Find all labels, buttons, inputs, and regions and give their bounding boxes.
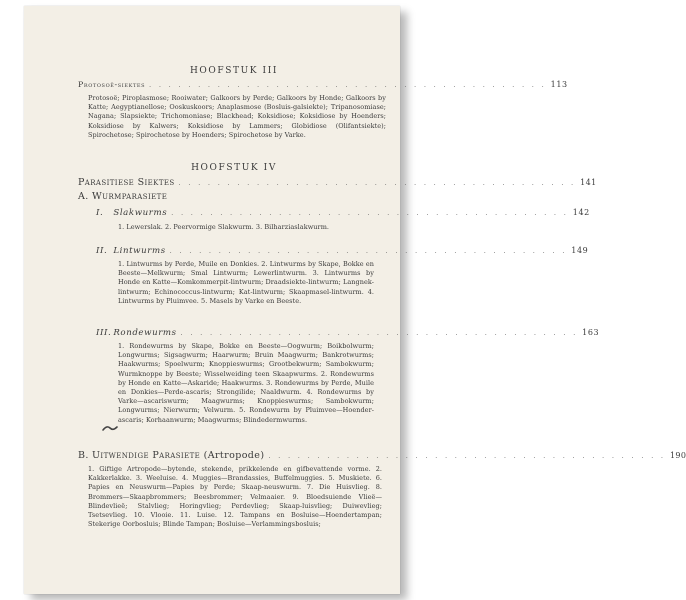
toc-section-title (78, 450, 268, 461)
toc-entry-title (96, 328, 181, 338)
leader-dots: . . . . . . . . . . . . . . . . . . . . . . . . . . . . . . . . . . . . . . . . . (178, 180, 577, 187)
toc-entry-title: Parasitiese Siektes (78, 177, 175, 188)
leader-dots: . . . . . . . . . . . . . . . . . . . . . . . . . . . . . . . . . . . . . . . . . (149, 82, 547, 89)
toc-entry-page: 190 (669, 451, 686, 460)
toc-entry-rondewurms[interactable] (96, 328, 600, 340)
chapter-heading-3: HOOFSTUK III (189, 66, 279, 76)
section-a-title: Wurmparasiete (92, 191, 168, 202)
toc-entry-description: 1. Lintwurms by Perde, Muile en Donkies. 2. Lintwurms by Skape, Bokke en Beeste—Melkwurm; Smal Lintwurm; Lewerlintwurm. 3. Lintwurms by Honde en Katte—Komkommerpit-lintwurm; Draadsiekte-lintwurm; Langnek-lintwurm; Echinococcus-lintwurm; Kat-lintwurm; Skaapmasel-lintwurm. 4. Lintwurms by Pluimvee. 5. Masels by Varke en Beeste. (118, 260, 374, 305)
sub-numeral: I. (96, 208, 104, 218)
toc-entry-page: 141 (580, 178, 597, 187)
sub-numeral: II. (96, 246, 108, 256)
toc-entry-description: 1. Lewerslak. 2. Peervormige Slakwurm. 3. Bilharziaslakwurm. (118, 223, 330, 231)
toc-entry-parasitiese-siektes[interactable] (78, 177, 597, 189)
toc-section-b[interactable] (78, 450, 686, 462)
sub-numeral: III. (96, 328, 112, 338)
toc-entry-title (96, 208, 171, 218)
sub-title: Rondewurms (113, 328, 177, 338)
toc-section-a[interactable] (78, 191, 390, 203)
toc-entry-page: 163 (582, 328, 600, 337)
toc-entry-page: 149 (571, 246, 589, 255)
page-content (78, 6, 686, 594)
toc-entry-description: Protosoë; Piroplasmose; Rooiwater; Galkoors by Perde; Galkoors by Honde; Galkoors by Katte; Aegyptianellose; Ooskuskoors; Anaplasmose (Bosluis-galsiekte); Tripanosomiase; Nagana; Slapsiekte; Trichomoniase; Blackhead; Koksidiose; Koksidiose by Hoenders; Koksidiose by Kalwers; Koksidiose by Lammers; Globidiose (Olifantsiekte); Spirochetose; Spirochetose by Hoenders; Spirochetose by Varke. (88, 94, 386, 139)
toc-section-title (78, 191, 171, 202)
toc-entry-title (96, 246, 170, 256)
toc-entry-description: 1. Giftige Artropode—bytende, stekende, prikkelende en gifbevattende vorme. 2. Kakkerlakke. 3. Weeluise. 4. Muggies—Brandassies, Buffelmuggies. 5. Muskiete. 6. Papies en Neuswurm—Papies by Perde; Skaap-neuswurm. 7. Die Huisvlieg. 8. Brommers—Skaapbrommers; Beesbrommer; Velmaaier. 9. Bloedsuiende Vlieë—Blindevlieë; Stalvlieg; Horingvlieg; Perdevlieg; Skaap-luisvlieg; Duiwevlieg; Tsetsevlieg. 10. Vlooie. 11. Luise. 12. Tampans en Bosluise—Hoendertampan; Stekerige Oorbosluis; Blinde Tampan; Bosluise—Verlammingsbosluis; (88, 465, 382, 529)
section-b-title-rest: (Artropode) (203, 450, 265, 461)
chapter-heading-4: HOOFSTUK IV (191, 163, 277, 173)
sub-title: Lintwurms (113, 246, 166, 256)
leader-dots: . . . . . . . . . . . . . . . . . . . . . . . . . . . . . . . . . . . . . . . . . (171, 210, 569, 217)
toc-entry-lintwurms[interactable] (96, 246, 589, 258)
toc-entry-title: Protosoë-siektes (78, 80, 146, 89)
toc-entry-description: 1. Rondewurms by Skape, Bokke en Beeste—Oogwurm; Boikbolwurm; Longwurms; Sigsagwurm; Haarwurm; Bruin Maagwurm; Bankrotwurms; Haakwurms; Spoelwurm; Knoppieswurms; Grootbekwurm; Sambokwurm; Wurmknoppe by Beeste; Wisselweiding teen Skaapwurms. 2. Rondewurms by Honde en Katte—Askaride; Haakwurms. 3. Rondewurms by Perde, Muile en Donkies—Perde-ascaris; Strongilide; Naaldwurm. 4. Rondewurms by Varke—ascariswurm; Maagwurms; Knoppieswurms; Sambokwurm; Longwurms; Nierwurm; Velwurm. 5. Rondewurm by Pluimvee—Hoender-ascaris; Korhaanwurm; Maagwurms; Blindedermwurms. (118, 342, 374, 424)
toc-entry-page: 113 (550, 80, 568, 89)
ink-mark-decoration (102, 424, 118, 432)
toc-entry-page: 142 (572, 208, 590, 217)
sub-title: Slakwurms (113, 208, 168, 218)
book-page (24, 6, 686, 594)
section-letter: A. (78, 191, 89, 202)
toc-entry-protosoe[interactable] (78, 80, 568, 92)
leader-dots: . . . . . . . . . . . . . . . . . . . . . . . . . . . . . . . . . . . . . . . . . (169, 248, 568, 255)
section-b-title: Uitwendige Parasiete (92, 450, 201, 461)
leader-dots: . . . . . . . . . . . . . . . . . . . . . . . . . . . . . . . . . . . . . . . . . (268, 453, 666, 460)
section-letter: B. (78, 450, 89, 461)
leader-dots: . . . . . . . . . . . . . . . . . . . . . . . . . . . . . . . . . . . . . . . . . (180, 330, 579, 337)
toc-entry-slakwurms[interactable] (96, 208, 590, 220)
